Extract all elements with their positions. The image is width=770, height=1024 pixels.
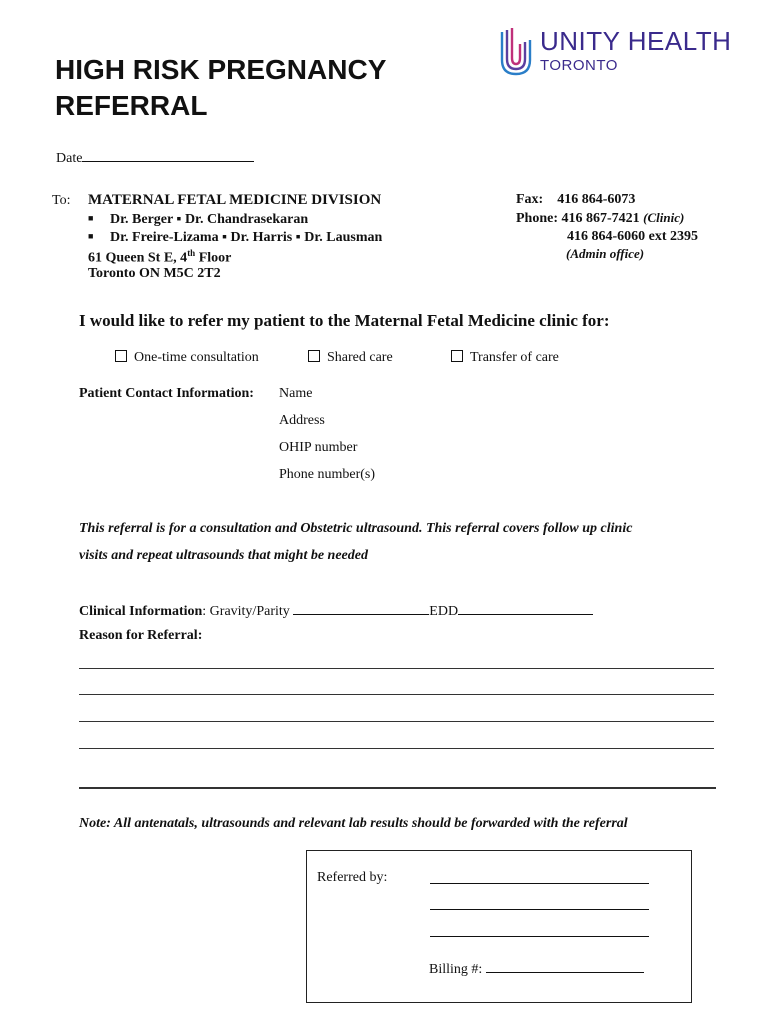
- form-title-line1: HIGH RISK PREGNANCY: [55, 54, 387, 85]
- edd-label: EDD: [429, 604, 459, 619]
- option-transfer-of-care[interactable]: [451, 350, 559, 366]
- reason-line-1[interactable]: [79, 668, 714, 669]
- address-line-1: [88, 248, 231, 267]
- referred-by-line-2[interactable]: [430, 909, 649, 910]
- patient-ohip-field[interactable]: OHIP number: [279, 440, 358, 455]
- form-title-line2: REFERRAL: [55, 90, 208, 121]
- edd-field[interactable]: [458, 600, 593, 615]
- reason-label: Reason for Referral:: [79, 628, 203, 643]
- fax-label: Fax:: [516, 192, 544, 207]
- reason-line-3[interactable]: [79, 721, 714, 722]
- doctors-line-2-text: Dr. Freire-Lizama ▪ Dr. Harris ▪ Dr. Lausman: [110, 230, 383, 245]
- checkbox[interactable]: [451, 350, 463, 362]
- reason-line-2[interactable]: [79, 694, 714, 695]
- clinical-info-label: Clinical Information: [79, 604, 203, 619]
- unity-health-logo-icon: [498, 26, 534, 80]
- address-street: 61 Queen St E, 4: [88, 250, 188, 266]
- to-label: To:: [52, 193, 71, 208]
- option-label: Shared care: [327, 350, 393, 365]
- checkbox[interactable]: [308, 350, 320, 362]
- billing-row: [429, 958, 644, 978]
- phone-label: Phone:: [516, 211, 558, 226]
- phone-note: (Clinic): [643, 210, 685, 225]
- date-label: Date: [56, 151, 83, 166]
- option-label: One-time consultation: [134, 350, 259, 365]
- date-field[interactable]: [82, 147, 254, 162]
- form-title: [55, 52, 475, 124]
- referred-by-line-3[interactable]: [430, 936, 649, 937]
- division-name: MATERNAL FETAL MEDICINE DIVISION: [88, 192, 382, 208]
- referred-by-line-1[interactable]: [430, 883, 649, 884]
- referral-intro: I would like to refer my patient to the Maternal Fetal Medicine clinic for:: [79, 311, 610, 330]
- address-line-2: Toronto ON M5C 2T2: [88, 266, 221, 281]
- doctors-line-1: [88, 212, 308, 228]
- logo-city: TORONTO: [540, 57, 618, 74]
- gravity-parity-label: : Gravity/Parity: [202, 604, 294, 619]
- patient-name-field[interactable]: Name: [279, 386, 313, 401]
- address-floor: Floor: [195, 250, 232, 266]
- phone-row: [516, 210, 684, 227]
- bullet-icon: ■: [88, 213, 94, 223]
- fax-row: [516, 192, 635, 208]
- billing-label: Billing #:: [429, 962, 486, 977]
- clinical-info-row: [79, 600, 593, 620]
- logo-name: UNITY HEALTH: [540, 26, 732, 56]
- checkbox[interactable]: [115, 350, 127, 362]
- phone2-number: 416 864-6060 ext 2395: [567, 229, 699, 244]
- referred-by-label: Referred by:: [317, 870, 388, 885]
- option-one-time-consultation[interactable]: [115, 350, 259, 366]
- option-label: Transfer of care: [470, 350, 559, 365]
- option-shared-care[interactable]: [308, 350, 393, 366]
- fax-number: 416 864-6073: [557, 192, 636, 207]
- coverage-note-line-2: visits and repeat ultrasounds that might be needed: [79, 548, 368, 563]
- billing-field[interactable]: [486, 958, 644, 973]
- bullet-icon: ■: [88, 231, 94, 241]
- unity-health-logo: [498, 24, 758, 84]
- date-row: [56, 147, 254, 167]
- phone2-note: (Admin office): [566, 246, 645, 261]
- doctors-line-1-text: Dr. Berger ▪ Dr. Chandrasekaran: [110, 212, 309, 227]
- gravity-parity-field[interactable]: [293, 600, 429, 615]
- patient-phone-field[interactable]: Phone number(s): [279, 467, 376, 482]
- section-divider: [79, 787, 716, 789]
- phone-number: 416 867-7421: [561, 211, 640, 226]
- patient-address-field[interactable]: Address: [279, 413, 325, 428]
- forwarding-note: Note: All antenatals, ultrasounds and relevant lab results should be forwarded with the referral: [79, 816, 628, 831]
- reason-line-4[interactable]: [79, 748, 714, 749]
- coverage-note-line-1: This referral is for a consultation and Obstetric ultrasound. This referral covers follow up clinic: [79, 521, 633, 536]
- patient-contact-label: Patient Contact Information:: [79, 386, 254, 401]
- address-floor-suffix: th: [187, 248, 196, 258]
- doctors-line-2: [88, 230, 382, 246]
